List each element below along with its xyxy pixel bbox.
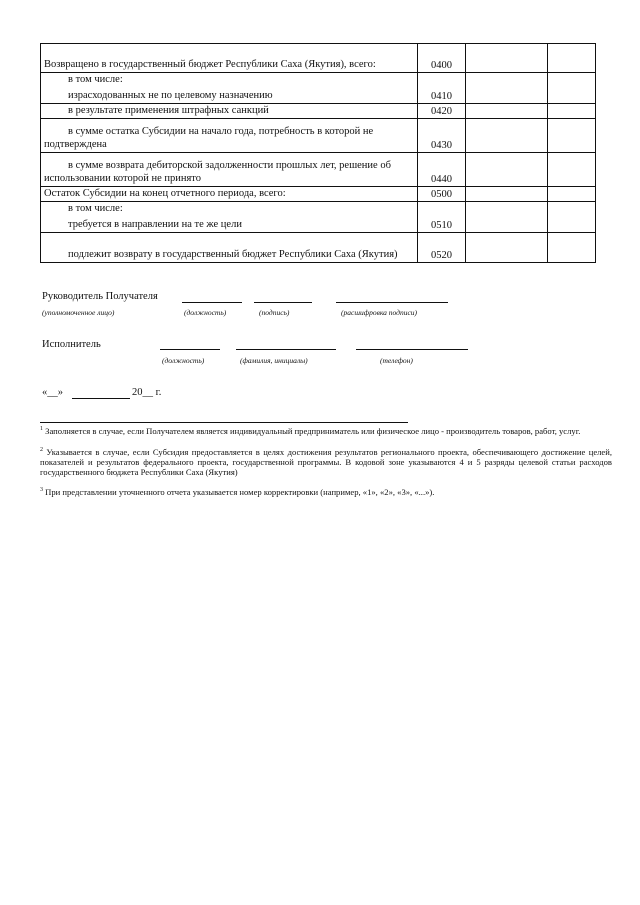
date-month-line[interactable] [72, 398, 130, 399]
value-cell [548, 44, 596, 73]
value-cell [548, 187, 596, 202]
executor-label: Исполнитель [42, 339, 101, 350]
value-cell [548, 233, 596, 263]
executor-position-line[interactable] [160, 349, 220, 350]
footnote-text: Указывается в случае, если Субсидия предоставляется в целях достижения результатов регионального проекта, обеспечивающего достижение целей, показателей и результатов федерального проекта, государственной программы. В кодовой зоне указываются 4 и 5 разряды целевой статьи расходов государственного бюджета Республики Саха (Якутия) [40, 447, 612, 477]
row-label: в сумме остатка Субсидии на начало года, потребность в которой не подтверждена [41, 119, 418, 153]
value-cell [548, 88, 596, 104]
value-cell [466, 217, 548, 233]
head-caption-decode: (расшифровка подписи) [341, 308, 418, 317]
footnote-1 [40, 426, 612, 436]
footnote-2 [40, 447, 612, 477]
row-label: Возвращено в государственный бюджет Республики Саха (Якутия), всего: [41, 44, 418, 73]
row-code: 0410 [418, 88, 466, 104]
table-row [41, 104, 596, 119]
table-row [41, 153, 596, 187]
footnote-text: При представлении уточненного отчета указывается номер корректировки (например, «1», «2», «3», «...»). [45, 487, 435, 497]
value-cell [466, 153, 548, 187]
row-code: 0420 [418, 104, 466, 119]
value-cell [548, 217, 596, 233]
head-caption-person: (уполномоченное лицо) [42, 308, 115, 317]
head-caption-position: (должность) [184, 308, 227, 317]
value-cell [466, 233, 548, 263]
table-row [41, 44, 596, 73]
footnote-number: 1 [40, 426, 43, 432]
row-label: в том числе: [68, 74, 123, 85]
table-row [41, 217, 596, 233]
value-cell [548, 119, 596, 153]
value-cell [466, 187, 548, 202]
position-line[interactable] [182, 302, 242, 303]
footnote-text: Заполняется в случае, если Получателем является индивидуальный предприниматель или физическое лицо - производитель товаров, работ, услуг. [45, 426, 581, 436]
footnote-number: 3 [40, 487, 43, 493]
executor-name-line[interactable] [236, 349, 336, 350]
row-label: Остаток Субсидии на конец отчетного периода, всего: [41, 187, 418, 202]
subsidy-report-table [40, 43, 596, 263]
row-label: в сумме возврата дебиторской задолженности прошлых лет, решение об использовании которой не принято [41, 153, 418, 187]
value-cell [466, 119, 548, 153]
date-day: «__» [42, 387, 63, 398]
row-label: в том числе: [68, 203, 123, 214]
value-cell [548, 153, 596, 187]
table-row [41, 233, 596, 263]
head-label: Руководитель Получателя [42, 291, 158, 302]
value-cell [466, 44, 548, 73]
row-code: 0500 [418, 187, 466, 202]
row-code: 0430 [418, 119, 466, 153]
table-row [41, 119, 596, 153]
row-label: израсходованных не по целевому назначению [68, 89, 273, 101]
value-cell [548, 104, 596, 119]
executor-caption-phone: (телефон) [380, 356, 413, 365]
executor-caption-position: (должность) [162, 356, 205, 365]
table-row [41, 187, 596, 202]
row-code: 0440 [418, 153, 466, 187]
signature-decode-line[interactable] [336, 302, 448, 303]
row-code: 0400 [418, 44, 466, 73]
value-cell [466, 88, 548, 104]
row-label: требуется в направлении на те же цели [68, 218, 242, 230]
footnote-number: 2 [40, 447, 43, 453]
executor-phone-line[interactable] [356, 349, 468, 350]
row-code: 0510 [418, 217, 466, 233]
value-cell [466, 104, 548, 119]
footnote-3 [40, 487, 612, 497]
footnote-divider [40, 422, 408, 423]
row-code: 0520 [418, 233, 466, 263]
date-year: 20__ г. [132, 387, 162, 398]
signature-line[interactable] [254, 302, 312, 303]
executor-caption-name: (фамилия, инициалы) [240, 356, 308, 365]
table-row [41, 73, 596, 88]
table-row [41, 88, 596, 104]
row-label: подлежит возврату в государственный бюджет Республики Саха (Якутия) [41, 233, 418, 263]
row-label: в результате применения штрафных санкций [68, 104, 269, 116]
table-row [41, 202, 596, 217]
head-caption-signature: (подпись) [259, 308, 290, 317]
